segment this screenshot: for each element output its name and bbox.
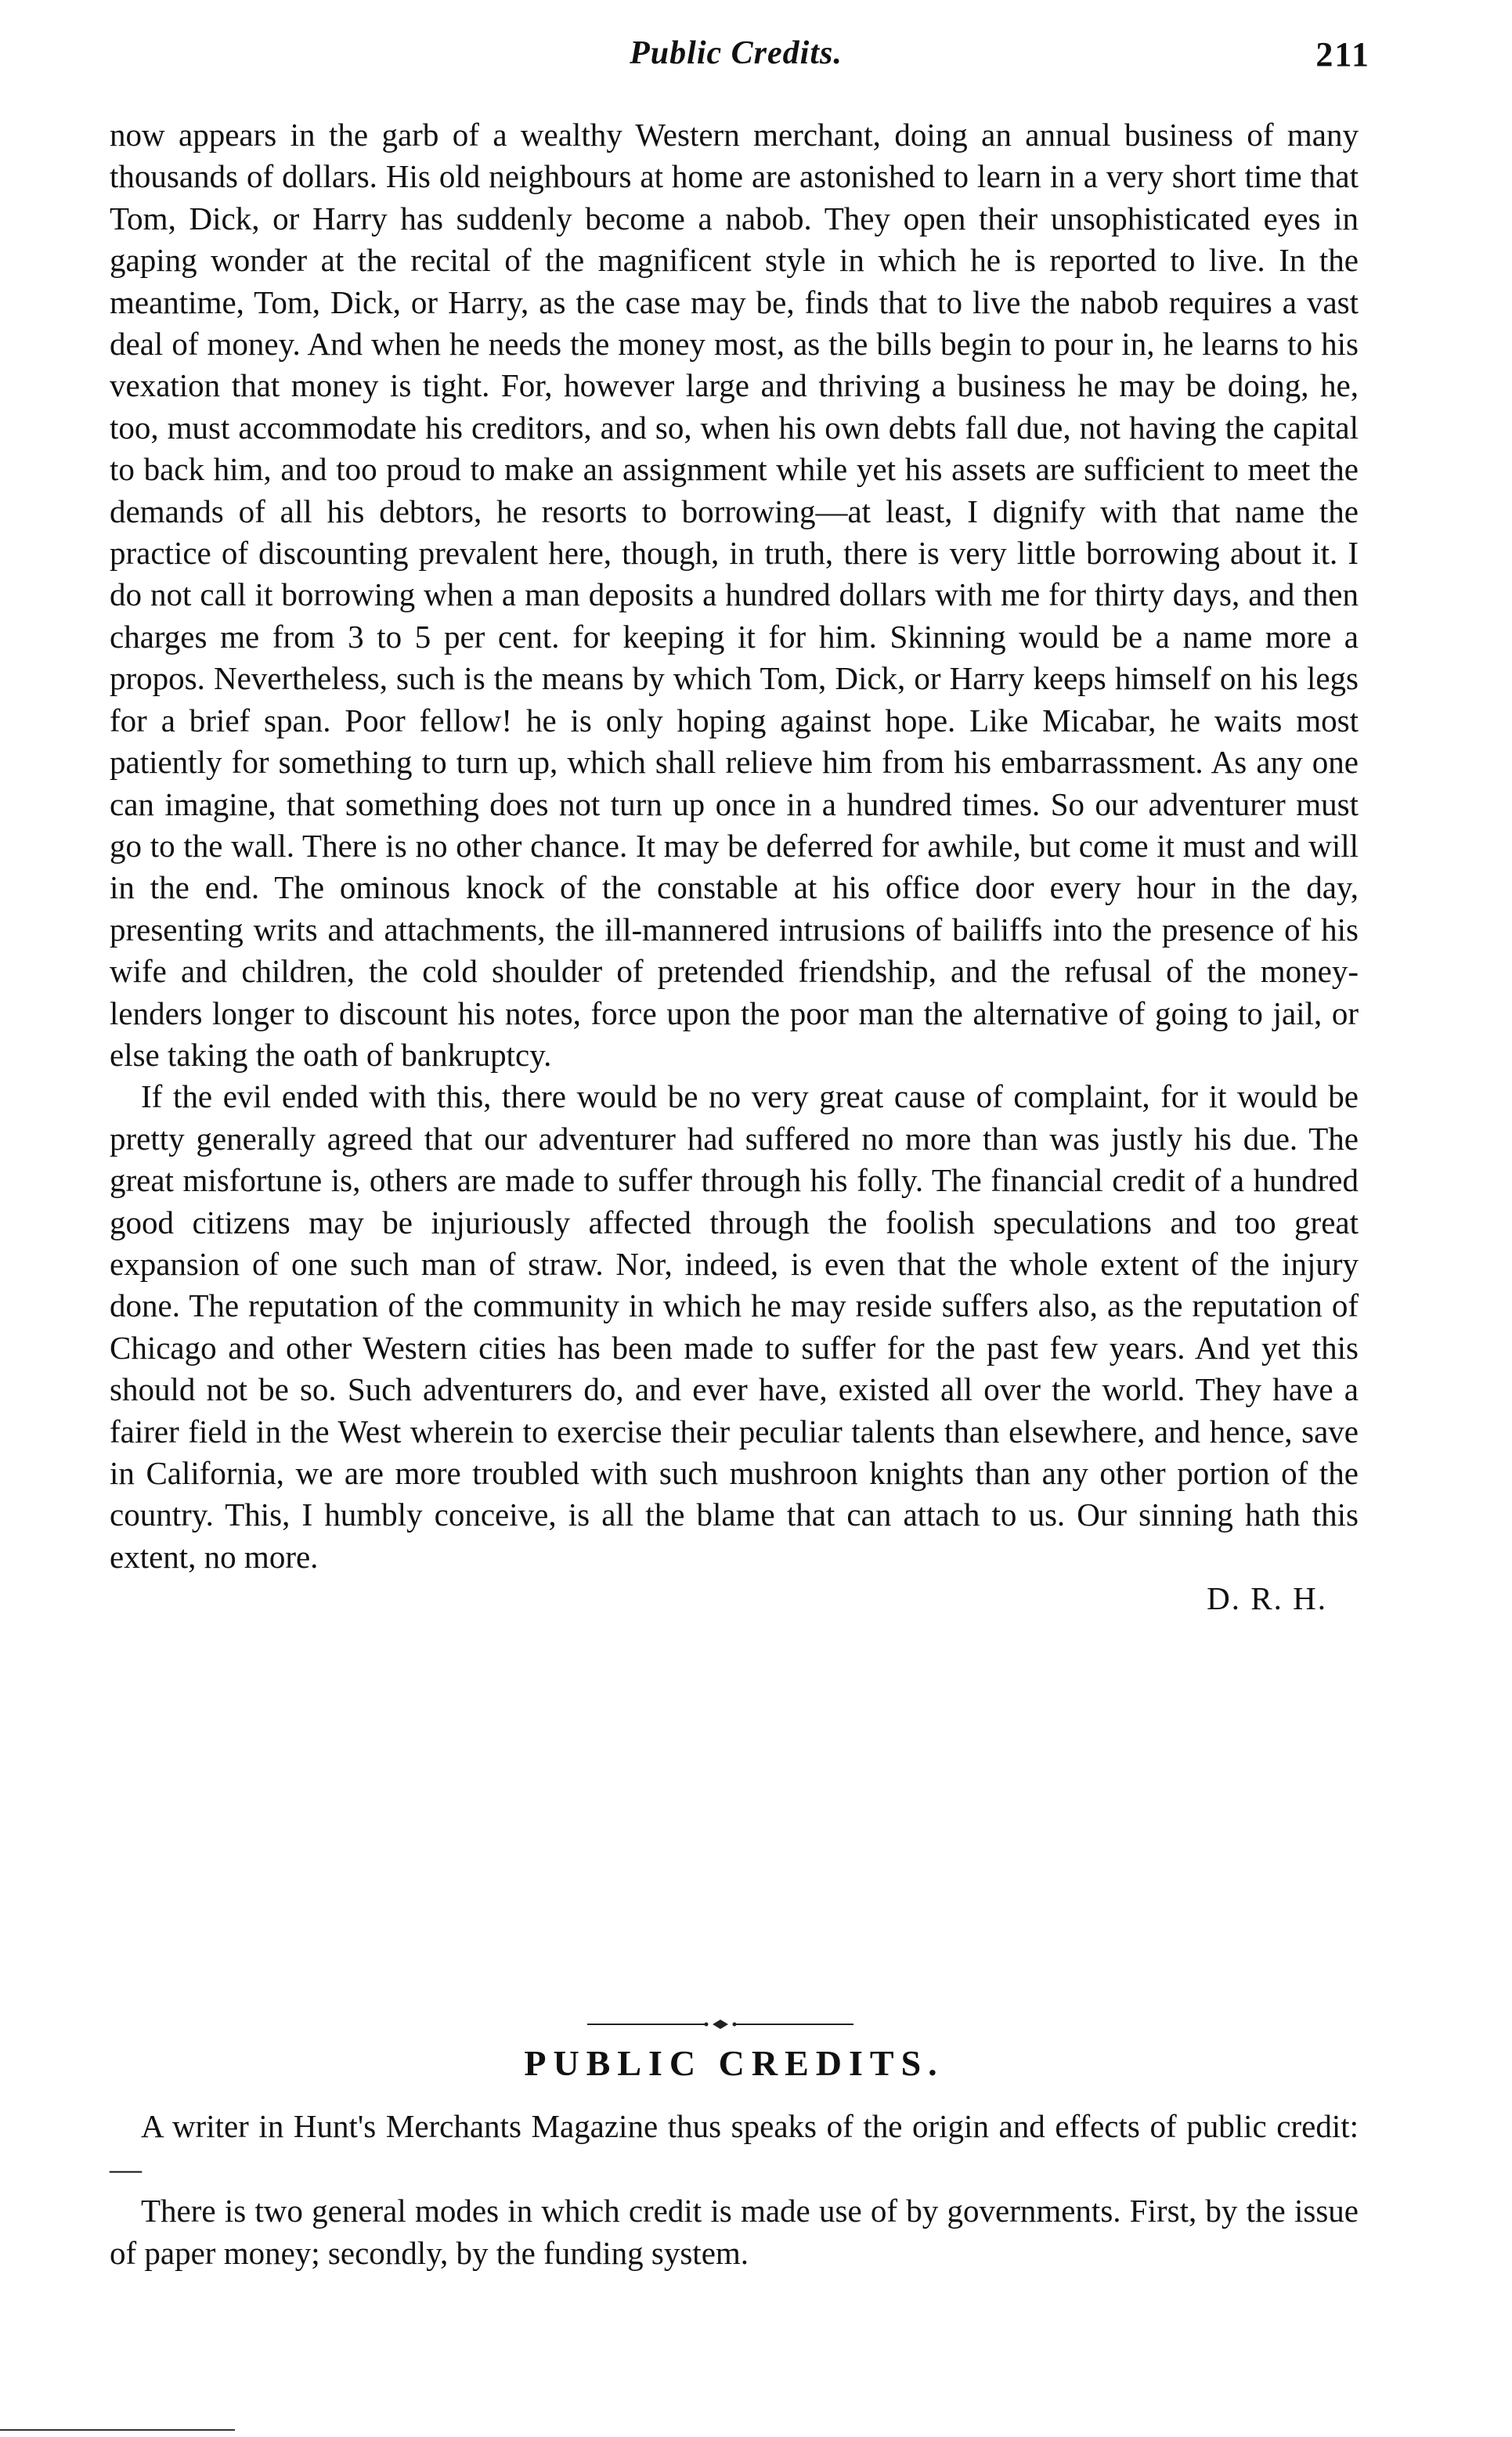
section-body xyxy=(110,2105,1359,2274)
section-heading: PUBLIC CREDITS. xyxy=(524,2043,944,2083)
section-paragraph: A writer in Hunt's Merchants Magazine thus speaks of the origin and effects of public credit:— xyxy=(110,2108,1359,2186)
footer-rule xyxy=(0,2429,235,2431)
ornamental-rule xyxy=(579,2019,861,2030)
article-paragraph: now appears in the garb of a wealthy Western merchant, doing an annual business of many thousands of dollars. His old neighbours at home are astonished to learn in a very short time that Tom, Dick, or Harry has suddenly become a nabob. They open their unsophisticated eyes in gaping wonder at the recital of the magnificent style in which he is reported to live. In the meantime, Tom, Dick, or Harry, as the case may be, finds that to live the nabob requires a vast deal of money. And when he needs the money most, as the bills begin to pour in, he learns to his vexation that money is tight. For, however large and thriving a business he may be doing, he, too, must accommodate his creditors, and so, when his own debts fall due, not having the capital to back him, and too proud to make an assignment while yet his assets are sufficient to meet the demands of all his debtors, he resorts to borrowing—at least, I dignify with that name the practice of discounting prevalent here, though, in truth, there is very little borrowing about it. I do not call it borrowing when a man deposits a hundred dollars with me for thirty days, and then charges me from 3 to 5 per cent. for keeping it for him. Skinning would be a name more a propos. Nevertheless, such is the means by which Tom, Dick, or Harry keeps himself on his legs for a brief span. Poor fellow! he is only hoping against hope. Like Micabar, he waits most patiently for something to turn up, which shall relieve him from his embarrassment. As any one can imagine, that something does not turn up once in a hundred times. So our adventurer must go to the wall. There is no other chance. It may be deferred for awhile, but come it must and will in the end. The ominous knock of the constable at his office door every hour in the day, presenting writs and attachments, the ill-mannered intrusions of bailiffs into the presence of his wife and children, the cold shoulder of pretended friendship, and the refusal of the money-lenders longer to discount his notes, force upon the poor man the alternative of going to jail, or else taking the oath of bankruptcy. xyxy=(110,117,1359,1073)
article-body xyxy=(110,114,1359,1620)
section-paragraph: There is two general modes in which credit is made use of by governments. First, by the issue of paper money; secondly, by the funding system. xyxy=(110,2193,1359,2271)
page-number: 211 xyxy=(1315,35,1370,74)
author-signature: D. R. H. xyxy=(1207,1580,1327,1617)
running-head xyxy=(110,34,1370,89)
running-title: Public Credits. xyxy=(630,35,843,71)
article-paragraph: If the evil ended with this, there would be no very great cause of complaint, for it would be pretty generally agreed that our adventurer had suffered no more than was justly his due. The great misfortune is, others are made to suffer through his folly. The financial credit of a hundred good citizens may be injuriously affected through the foolish speculations and too great expansion of one such man of straw. Nor, indeed, is even that the whole extent of the injury done. The reputation of the community in which he may reside suffers also, as the reputation of Chicago and other Western cities has been made to suffer for the past few years. And yet this should not be so. Such adventurers do, and ever have, existed all over the world. They have a fairer field in the West wherein to exercise their peculiar talents than elsewhere, and hence, save in California, we are more troubled with such mushroon knights than any other portion of the country. This, I humbly conceive, is all the blame that can attach to us. Our sinning hath this extent, no more. xyxy=(110,1078,1359,1575)
